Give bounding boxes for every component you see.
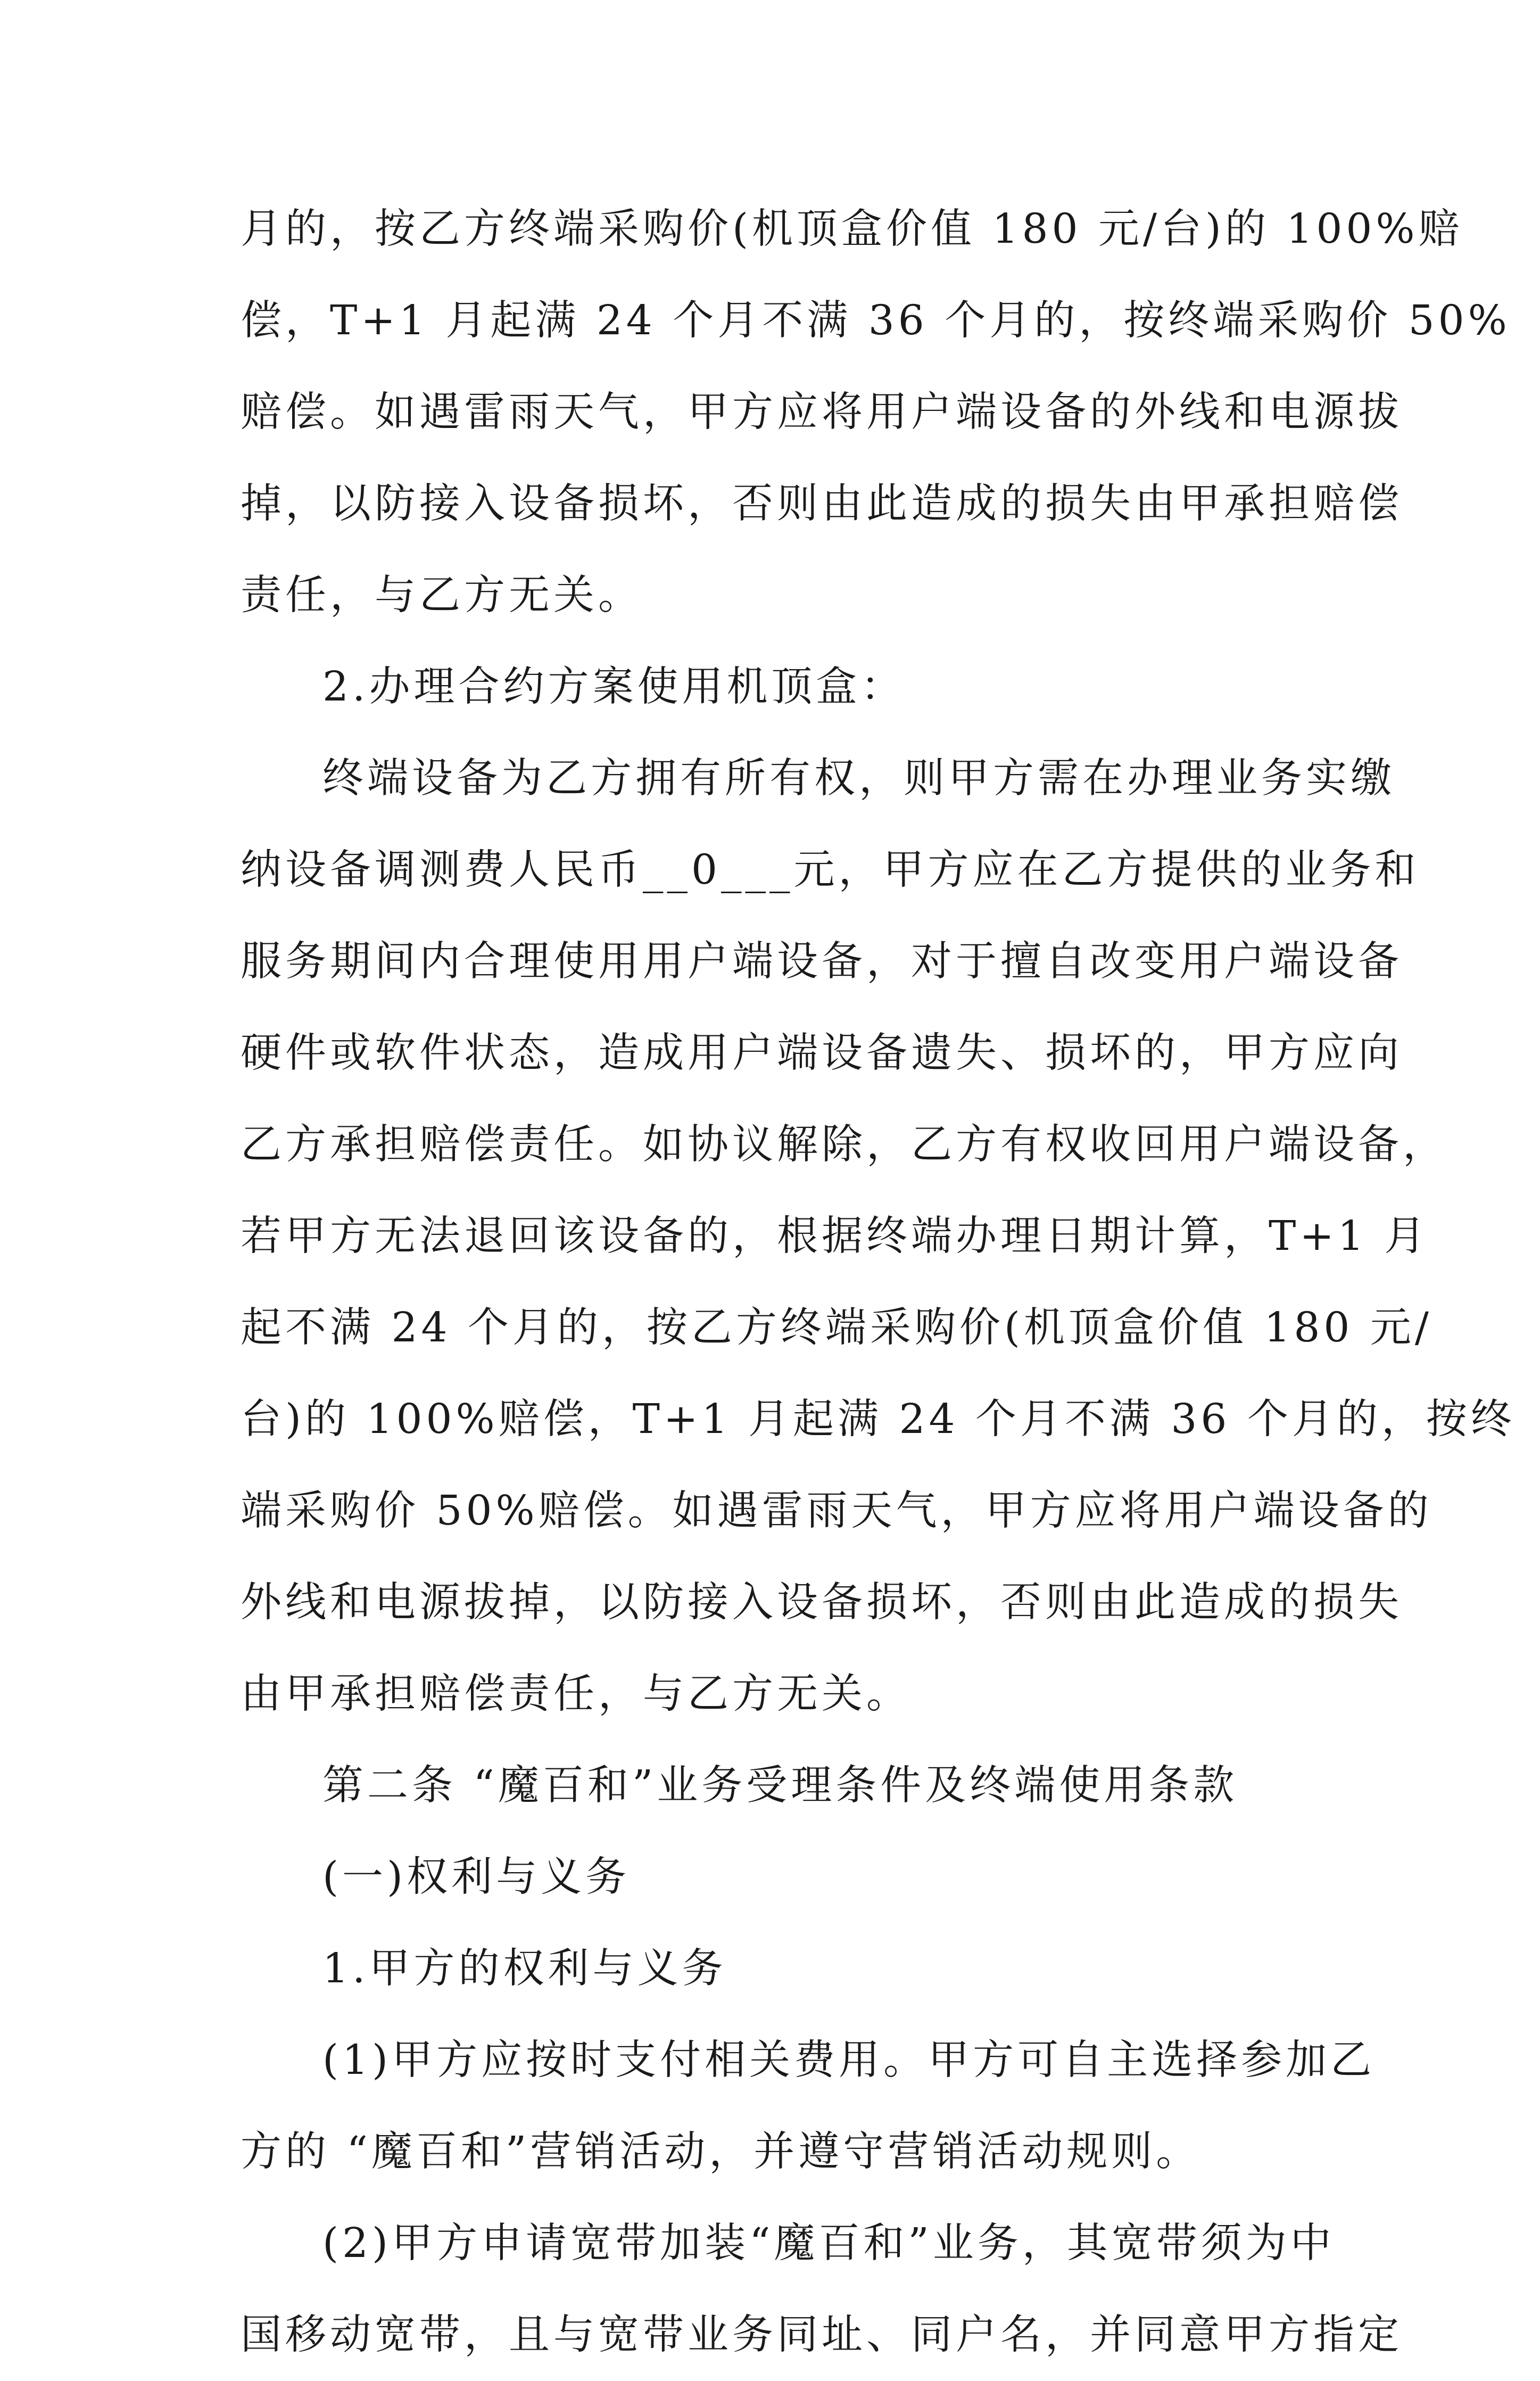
text-line: 外线和电源拔掉，以防接入设备损坏，否则由此造成的损失 — [241, 1579, 1403, 1626]
text-line: 赔偿。如遇雷雨天气，甲方应将用户端设备的外线和电源拔 — [241, 389, 1403, 436]
subsection-heading-rights — [241, 1832, 1308, 1923]
text-line: (1)甲方应按时支付相关费用。甲方可自主选择参加乙 — [322, 2037, 1376, 2084]
text-line: 由甲承担赔偿责任，与乙方无关。 — [241, 1670, 911, 1718]
document-page — [241, 184, 1516, 2381]
text-line: 台)的 100%赔偿，T+1 月起满 24 个月不满 36 个月的，按终 — [241, 1396, 1516, 1443]
text-line: (2)甲方申请宽带加装“魔百和”业务，其宽带须为中 — [322, 2220, 1335, 2267]
text-line: 掉，以防接入设备损坏，否则由此造成的损失由甲承担赔偿 — [241, 480, 1403, 528]
paragraph-compensation-terms — [241, 184, 1511, 641]
paragraph-device-ownership — [241, 733, 1516, 1740]
article-heading-2 — [241, 1740, 1308, 1832]
clause-1 — [241, 2015, 1376, 2198]
text-line: 2.办理合约方案使用机顶盒： — [322, 663, 906, 711]
text-line: 责任，与乙方无关。 — [241, 572, 643, 619]
text-line: 第二条 “魔百和”业务受理条件及终端使用条款 — [322, 1762, 1238, 1809]
text-line: 端采购价 50%赔偿。如遇雷雨天气，甲方应将用户端设备的 — [241, 1487, 1433, 1535]
text-line: 国移动宽带，且与宽带业务同址、同户名，并同意甲方指定 — [241, 2311, 1403, 2359]
text-line: 偿，T+1 月起满 24 个月不满 36 个月的，按终端采购价 50% — [241, 297, 1511, 344]
text-line: 服务期间内合理使用用户端设备，对于擅自改变用户端设备 — [241, 938, 1403, 985]
text-line: 纳设备调测费人民币__0___元，甲方应在乙方提供的业务和 — [241, 846, 1420, 894]
text-line: 起不满 24 个月的，按乙方终端采购价(机顶盒价值 180 元/ — [241, 1304, 1433, 1352]
text-line: 1.甲方的权利与义务 — [322, 1945, 727, 1992]
text-line: 方的 “魔百和”营销活动，并遵守营销活动规则。 — [241, 2128, 1201, 2176]
text-line: 终端设备为乙方拥有所有权，则甲方需在办理业务实缴 — [322, 755, 1395, 802]
subsection-heading-party-a — [241, 1923, 1308, 2015]
section-heading-contract-plan — [241, 641, 1308, 733]
text-line: 若甲方无法退回该设备的，根据终端办理日期计算，T+1 月 — [241, 1213, 1429, 1260]
clause-2 — [241, 2198, 1403, 2381]
text-line: 乙方承担赔偿责任。如协议解除，乙方有权收回用户端设备， — [241, 1121, 1447, 1168]
text-line: 月的，按乙方终端采购价(机顶盒价值 180 元/台)的 100%赔 — [241, 205, 1463, 253]
text-line: (一)权利与义务 — [322, 1853, 631, 1901]
text-line: 硬件或软件状态，造成用户端设备遗失、损坏的，甲方应向 — [241, 1029, 1403, 1077]
